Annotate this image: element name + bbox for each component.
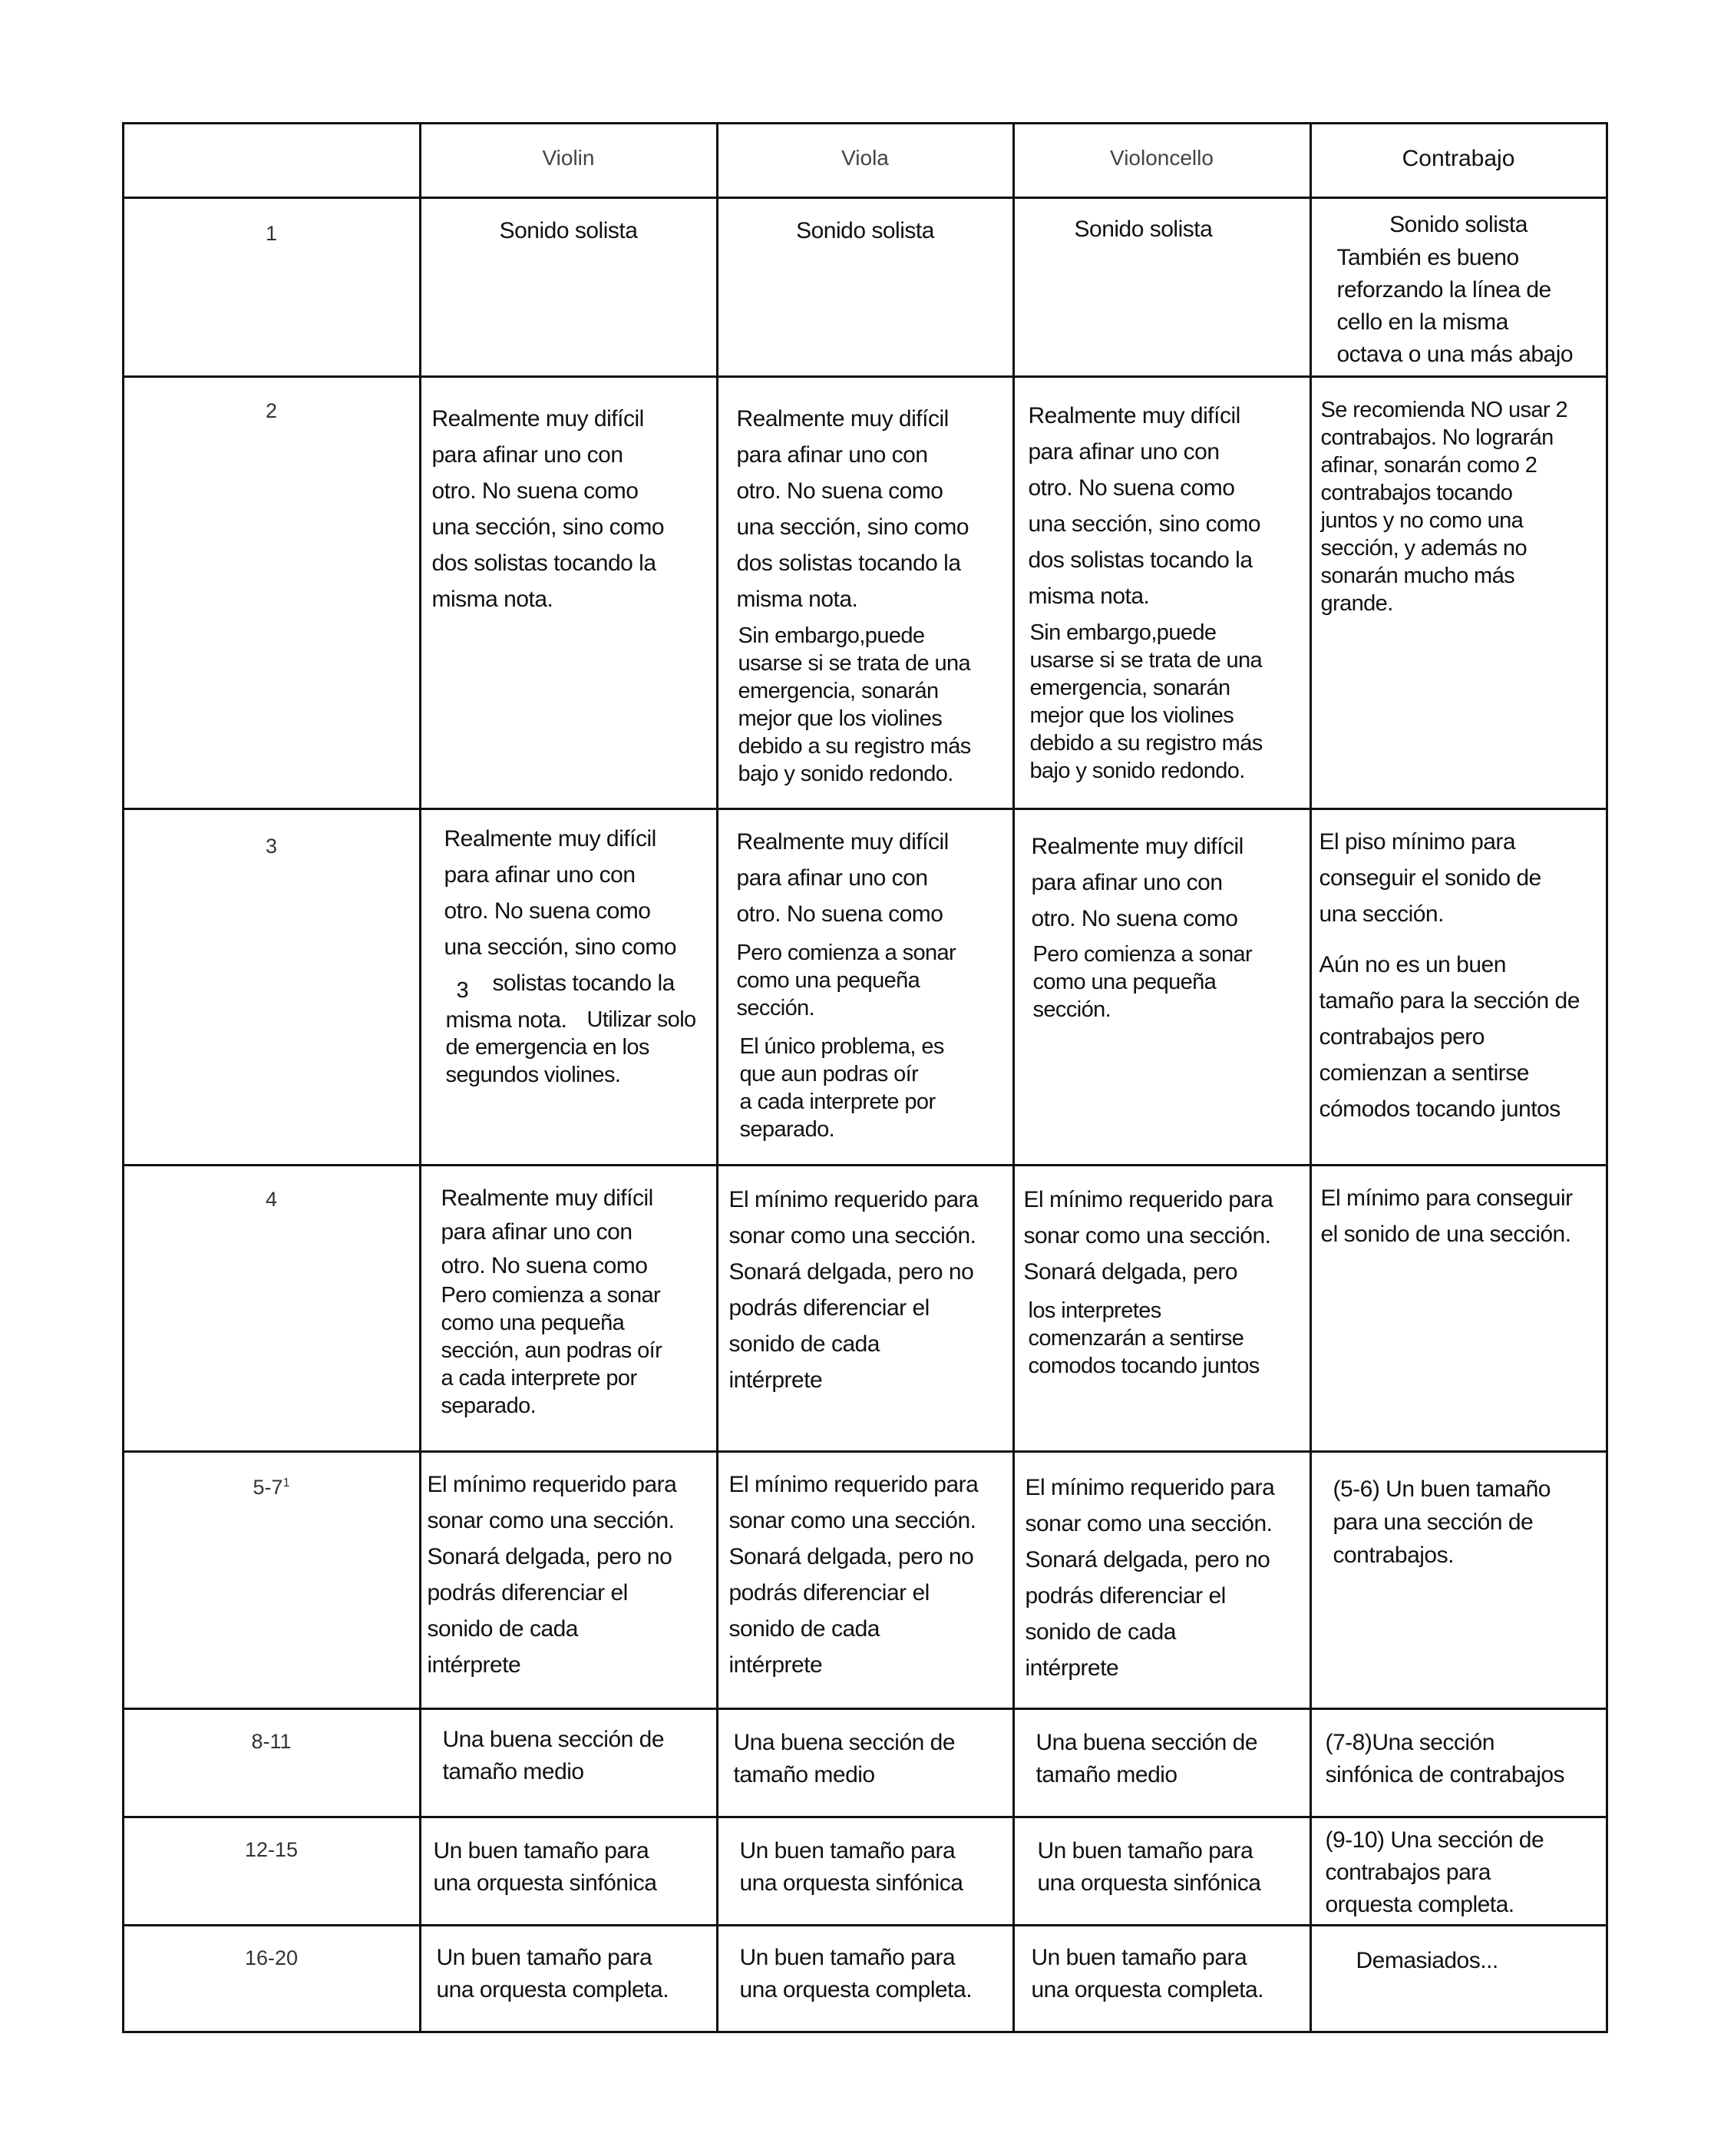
cell-text-extra: Pero comienza a sonar como una pequeña sección. [736, 940, 956, 1020]
cell-text: Realmente muy difícil para afinar uno con otro. No suena como [441, 1185, 653, 1278]
cell-text: Realmente muy difícil para afinar uno con otro. No suena como una sección, sino como dos solistas tocando la misma nota. [431, 405, 665, 612]
cell-text: Un buen tamaño para una orquesta sinfónica [739, 1837, 963, 1896]
header-cell-viola [716, 122, 1015, 199]
row-label: 4 [265, 1187, 278, 1211]
table-cell [716, 808, 1015, 1166]
cell-text-extra: Sin embargo,puede usarse si se trata de una emergencia, sonarán mejor que los violines debido a su registro más bajo y sonido redondo. [738, 623, 971, 786]
cell-text: (5-6) Un buen tamaño para una sección de contrabajos. [1333, 1476, 1551, 1568]
table-cell [716, 1450, 1015, 1710]
footnote-marker: 1 [282, 1476, 290, 1490]
table-cell [716, 1924, 1015, 2033]
row-label-cell [122, 1816, 421, 1926]
cell-text: Una buena sección de tamaño medio [733, 1729, 956, 1787]
cell-text: Sonido solista [796, 217, 934, 243]
header-contrabajo: Contrabajo [1402, 145, 1515, 171]
table-cell [1012, 1450, 1312, 1710]
cell-text: El mínimo requerido para sonar como una sección. Sonará delgada, pero no podrás diferenciar el sonido de cada intérprete [427, 1471, 677, 1678]
cell-text-extra: El único problema, es que aun podras oír a cada interprete por separado. [739, 1033, 944, 1142]
cell-text: Una buena sección de tamaño medio [442, 1726, 665, 1784]
table-cell [1310, 375, 1608, 810]
row-label-cell [122, 1708, 421, 1818]
row-label: 1 [265, 221, 278, 245]
cell-text: Una buena sección de tamaño medio [1035, 1729, 1258, 1787]
cell-text: Demasiados... [1356, 1947, 1498, 1973]
cell-text: El piso mínimo para conseguir el sonido de una sección. [1319, 828, 1541, 927]
row-label: 3 [265, 834, 278, 858]
table-cell [419, 1450, 718, 1710]
table-cell [1012, 1924, 1312, 2033]
row-label-cell [122, 197, 421, 378]
table-cell [1310, 197, 1608, 378]
row-label: 16-20 [244, 1946, 299, 1969]
cell-text: Un buen tamaño para una orquesta sinfónica [1037, 1837, 1261, 1896]
cell-text: solistas tocando la [492, 970, 675, 996]
cell-text: El mínimo para conseguir el sonido de una sección. [1320, 1185, 1573, 1247]
header-viola: Viola [841, 145, 889, 170]
header-violoncello: Violoncello [1110, 145, 1214, 170]
cell-text: Un buen tamaño para una orquesta completa. [436, 1944, 669, 2002]
row-label-cell [122, 1450, 421, 1710]
cell-text: El mínimo requerido para sonar como una sección. Sonará delgada, pero no podrás diferenciar el sonido de cada intérprete [1025, 1474, 1275, 1681]
table-cell [419, 1708, 718, 1818]
cell-text: Realmente muy difícil para afinar uno con otro. No suena como una sección, sino como dos solistas tocando la misma nota. [1028, 402, 1261, 609]
cell-text: El mínimo requerido para sonar como una sección. Sonará delgada, pero no podrás diferenciar el sonido de cada intérprete [728, 1186, 979, 1393]
row-label: 8-11 [251, 1729, 292, 1753]
cell-text: Sonido solista [499, 217, 638, 243]
table-cell [419, 197, 718, 378]
table-cell [1310, 1924, 1608, 2033]
table-cell [716, 375, 1015, 810]
table-cell [716, 197, 1015, 378]
cell-text: Realmente muy difícil para afinar uno con otro. No suena como una sección, sino como [444, 825, 677, 960]
table-cell [419, 1924, 718, 2033]
table-cell [419, 1164, 718, 1453]
cell-text-extra: Pero comienza a sonar como una pequeña sección, aun podras oír a cada interprete por separado. [441, 1282, 662, 1418]
row-label-cell [122, 1924, 421, 2033]
cell-text: El mínimo requerido para sonar como una sección. Sonará delgada, pero no podrás diferenciar el sonido de cada intérprete [728, 1471, 979, 1678]
header-cell-contrabajo [1310, 122, 1608, 199]
cell-text: El mínimo requerido para sonar como una sección. Sonará delgada, pero [1023, 1186, 1273, 1285]
cell-text: Un buen tamaño para una orquesta sinfónica [433, 1837, 657, 1896]
table-cell [1012, 375, 1312, 810]
cell-text: Un buen tamaño para una orquesta completa. [739, 1944, 973, 2002]
table-cell [716, 1708, 1015, 1818]
table-cell [716, 1816, 1015, 1926]
cell-text: (9-10) Una sección de contrabajos para orquesta completa. [1325, 1827, 1544, 1917]
table-cell [1012, 1708, 1312, 1818]
table-cell [716, 1164, 1015, 1453]
row-label: 12-15 [244, 1837, 299, 1861]
table-cell [1310, 1816, 1608, 1926]
table-cell [1310, 1450, 1608, 1710]
cell-text-extra: Aún no es un buen tamaño para la sección de contrabajos pero comienzan a sentirse cómodos tocando juntos [1319, 951, 1580, 1122]
cell-text-extra: Sin embargo,puede usarse si se trata de una emergencia, sonarán mejor que los violines debido a su registro más bajo y sonido redondo. [1029, 620, 1263, 783]
table-cell [1012, 197, 1312, 378]
row-label [124, 1476, 419, 1500]
row-label-text: 5-7 [253, 1475, 283, 1499]
cell-text: (7-8)Una sección sinfónica de contrabajos [1325, 1729, 1565, 1787]
table-cell [1012, 808, 1312, 1166]
row-label: 2 [265, 398, 278, 422]
table-cell [419, 1816, 718, 1926]
table-cell [1012, 1816, 1312, 1926]
cell-text: Sonido solista [1074, 216, 1213, 242]
cell-text-extra: Pero comienza a sonar como una pequeña sección. [1032, 941, 1253, 1022]
table-cell [419, 808, 718, 1166]
table-cell [1012, 1164, 1312, 1453]
string-section-table [123, 123, 1607, 2032]
cell-text: misma nota. [445, 1007, 567, 1033]
row-label-cell [122, 808, 421, 1166]
row-label-cell [122, 1164, 421, 1453]
cell-number: 3 [456, 977, 469, 1003]
cell-text-inline: Utilizar solo [586, 1007, 696, 1032]
cell-text: Un buen tamaño para una orquesta completa. [1031, 1944, 1264, 2002]
cell-text: Se recomienda NO usar 2 contrabajos. No lograrán afinar, sonarán como 2 contrabajos tocando juntos y no como una sección, y además no sonarán mucho más grande. [1320, 397, 1567, 616]
header-cell-empty [122, 122, 421, 199]
cell-text-extra: de emergencia en los segundos violines. [445, 1034, 649, 1087]
header-violin: Violin [542, 145, 595, 170]
table-cell [419, 375, 718, 810]
header-cell-violin [419, 122, 718, 199]
cell-title: Sonido solista [1389, 211, 1528, 237]
row-label-cell [122, 375, 421, 810]
table-cell [1310, 808, 1608, 1166]
header-cell-violoncello [1012, 122, 1312, 199]
cell-text: Realmente muy difícil para afinar uno con otro. No suena como [736, 828, 949, 927]
table-cell [1310, 1708, 1608, 1818]
cell-text: Realmente muy difícil para afinar uno con otro. No suena como [1031, 833, 1244, 931]
cell-text: También es bueno reforzando la línea de cello en la misma octava o una más abajo [1336, 244, 1574, 367]
cell-text-extra: los interpretes comenzarán a sentirse comodos tocando juntos [1028, 1298, 1260, 1378]
table-cell [1310, 1164, 1608, 1453]
cell-text: Realmente muy difícil para afinar uno con otro. No suena como una sección, sino como dos solistas tocando la misma nota. [736, 405, 969, 612]
